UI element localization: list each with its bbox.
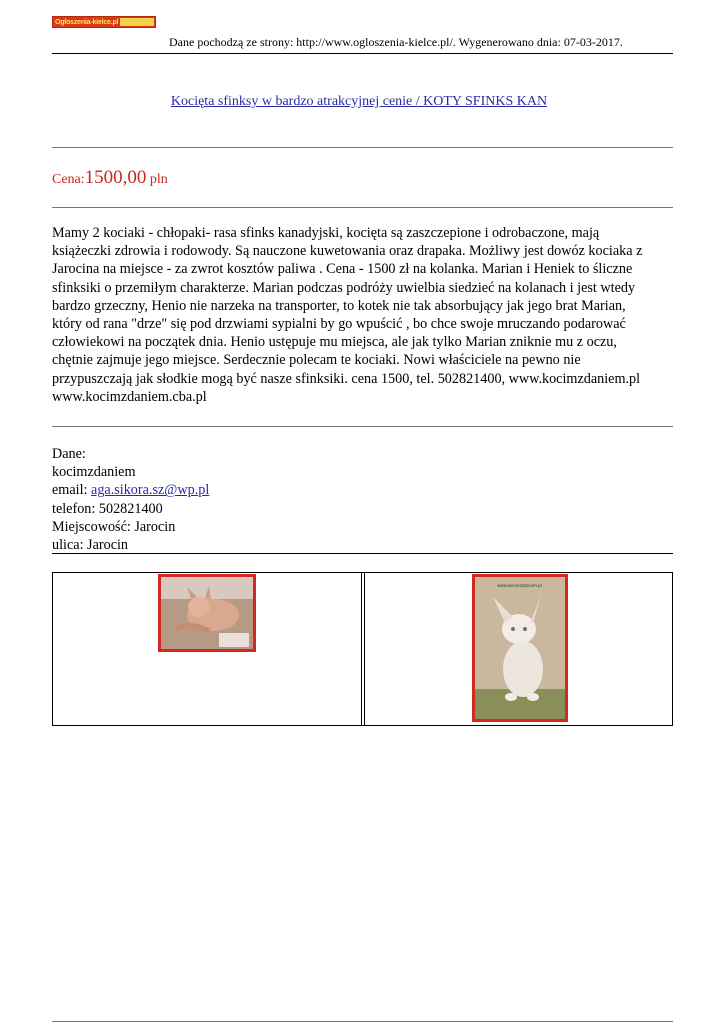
description-line: www.kocimzdaniem.cba.pl <box>52 388 207 405</box>
site-logo[interactable] <box>52 16 156 28</box>
description-line: sfinksiki o przemiłym charakterze. Marian podczas podróży uwielbia siedzieć na kolanach i jest wtedy <box>52 279 636 296</box>
contact-phone: telefon: 502821400 <box>52 500 163 517</box>
description-line: który od rana "drze" się pod drzwiami sypialni by go wpuścić , bo chce swoje mruczando podarować <box>52 316 626 333</box>
photo-gallery <box>52 572 673 726</box>
kitten-image-2 <box>475 577 565 719</box>
title-divider <box>52 147 673 148</box>
contact-city: Miejscowość: Jarocin <box>52 518 176 535</box>
listing-title[interactable]: Kocięta sfinksy w bardzo atrakcyjnej cenie / KOTY SFINKS KAN <box>170 94 548 109</box>
photo-cell <box>364 573 673 725</box>
contact-email-row <box>52 481 209 499</box>
description-line: Mamy 2 kociaki - chłopaki- rasa sfinks kanadyjski, kocięta są zaszczepione i odrobaczone, mają <box>52 225 600 241</box>
description-divider <box>52 426 673 427</box>
price-divider <box>52 207 673 208</box>
contact-heading: Dane: <box>52 446 86 462</box>
kitten-image-1 <box>161 577 253 649</box>
header-divider <box>52 53 673 54</box>
price-label: Cena: <box>52 172 85 187</box>
email-label: email: <box>52 482 92 499</box>
price-currency: pln <box>149 172 168 187</box>
contact-block <box>52 445 209 554</box>
price <box>52 167 168 189</box>
description <box>52 224 677 406</box>
logo-decoration <box>120 18 154 26</box>
description-line: chętnie zajmuje jego miejsce. Serdecznie polecam te kociaki. Nowi właściciele na pewno nie <box>52 352 581 369</box>
description-line: książeczki zdrowia i rodowody. Są nauczone kuwetowania oraz drapaka. Możliwy jest dowóz kociaka z <box>52 243 643 260</box>
contact-divider <box>52 553 673 554</box>
description-line: przypuszczają jak słodkie mogą być nasze sfinksiki. cena 1500, tel. 502821400, www.kocimzdaniem.pl <box>52 370 641 387</box>
photo-cell <box>53 573 362 725</box>
kitten-photo-1[interactable] <box>158 574 256 652</box>
price-amount: 1500,00 <box>84 167 147 188</box>
source-line: Dane pochodzą ze strony: http://www.ogloszenia-kielce.pl/. Wygenerowano dnia: 07-03-2017. <box>169 35 623 49</box>
photo-2-caption: www.kocimzdaniem.pl <box>497 583 542 588</box>
description-line: bardzo grzeczny, Henio nie narzeka na transporter, to kotek nie tak absorbujący jak jego brat Marian, <box>52 297 626 314</box>
footer-divider <box>52 1021 673 1022</box>
site-logo-text: Ogłoszenia-kielce.pl <box>55 18 119 26</box>
contact-street: ulica: Jarocin <box>52 537 129 554</box>
email-link[interactable]: aga.sikora.sz@wp.pl <box>91 482 210 499</box>
description-line: człowiekowi na początek dnia. Henio ustępuje mu miejsca, ale jak tylko Marian zniknie mu z oczu, <box>52 334 617 351</box>
kitten-photo-2[interactable] <box>472 574 568 722</box>
description-line: Jarocina na miejsce - za zwrot kosztów paliwa . Cena - 1500 zł na kolanka. Marian i Heniek to śliczne <box>52 261 633 278</box>
contact-name: kocimzdaniem <box>52 464 136 481</box>
